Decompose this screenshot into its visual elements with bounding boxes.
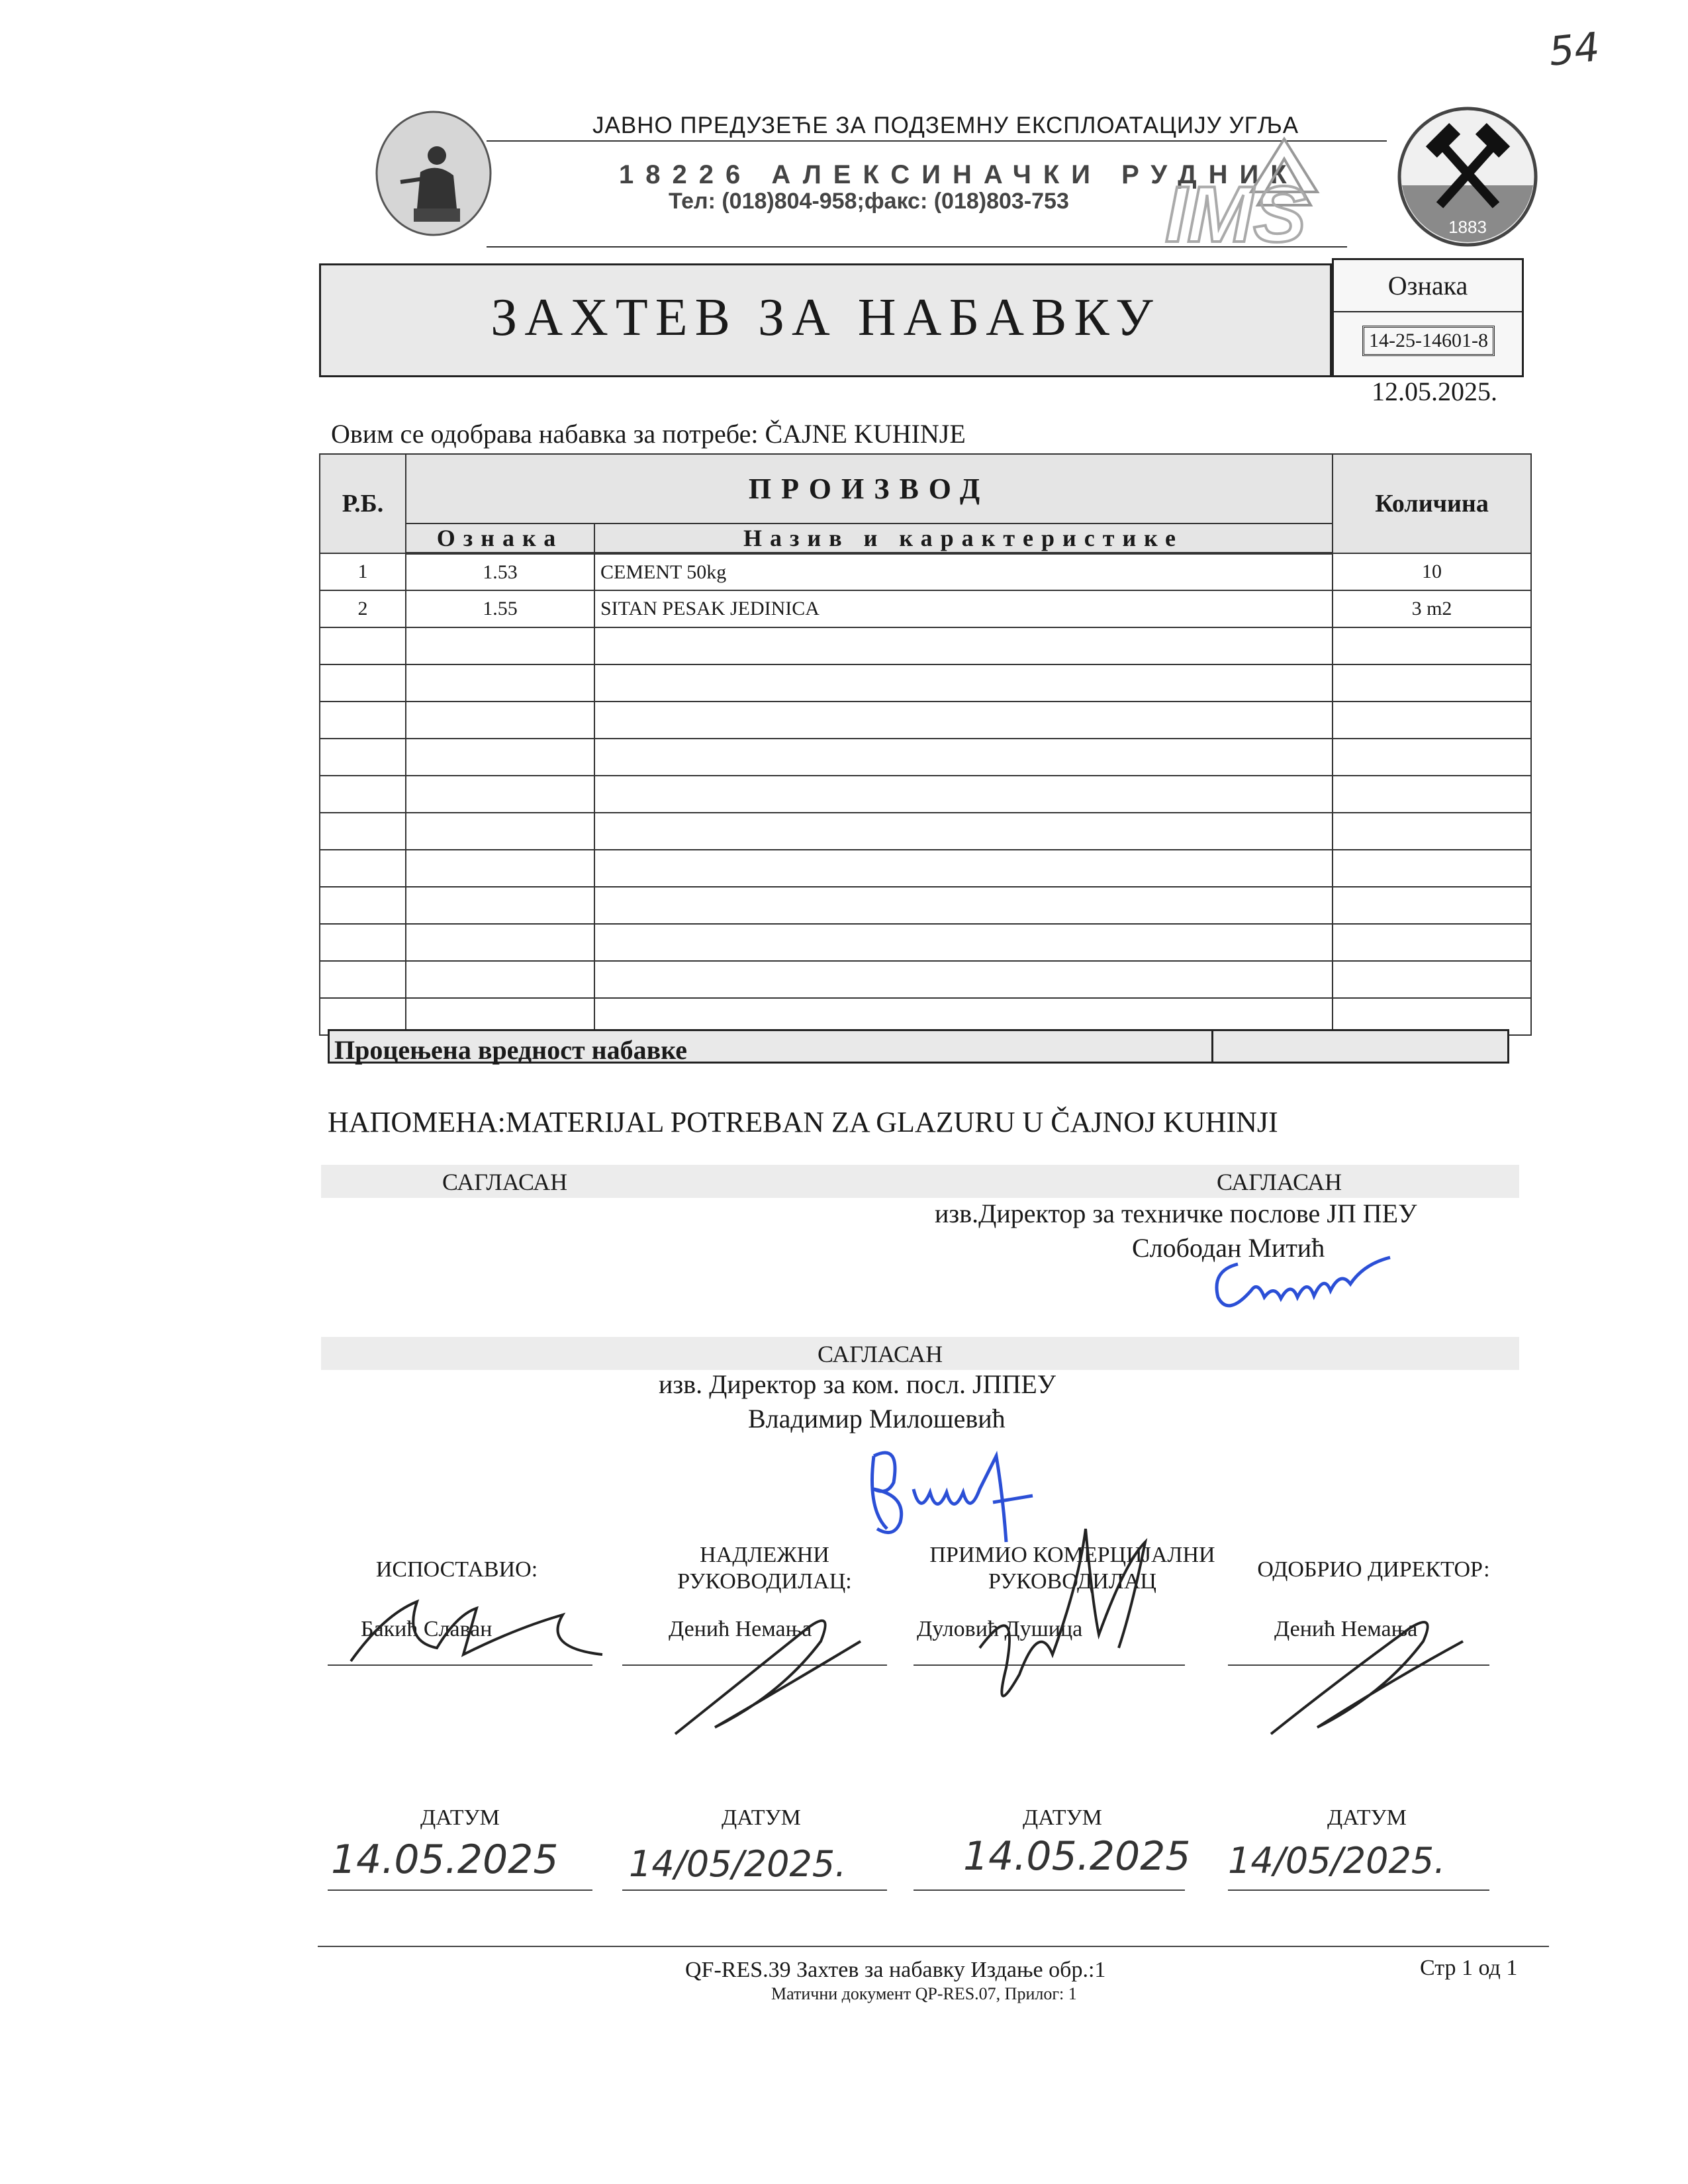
empty-row — [320, 813, 1531, 850]
approval-text: Овим се одобрава набавка за потребе: ČAJNE KUHINJE — [331, 419, 966, 449]
tech-director-name: Слободан Митић — [1132, 1233, 1325, 1263]
cell-kolicina: 10 — [1333, 553, 1531, 590]
table-row — [320, 590, 1531, 627]
page-number-handwritten: 54 — [1546, 24, 1602, 75]
col-oznaka-header: Ознака — [406, 523, 594, 553]
col-rb-header: Р.Б. — [320, 454, 406, 553]
empty-row — [320, 664, 1531, 702]
footer-form-code: QF-RES.39 Захтев за набавку Издање обр.:1 — [685, 1958, 1106, 1982]
signatory-3-name: Дуловић Душица — [917, 1617, 1083, 1641]
cell-naziv: CEMENT 50kg — [594, 553, 1333, 590]
signatory-1-datum-line — [328, 1889, 592, 1891]
signatory-3-datum-line — [914, 1889, 1185, 1891]
company-contact: Тел: (018)804-958;факс: (018)803-753 — [669, 189, 1069, 214]
signatory-1-name: Бакић Славан — [361, 1617, 492, 1641]
logo-year: 1883 — [1448, 217, 1487, 237]
empty-row — [320, 627, 1531, 664]
document-title: ЗАХТЕВ ЗА НАБАВКУ — [491, 289, 1160, 347]
signatory-2-name: Денић Немања — [669, 1617, 812, 1641]
estimated-value-divider — [1211, 1029, 1213, 1064]
empty-row — [320, 924, 1531, 961]
signatory-4-heading: ОДОБРИО ДИРЕКТОР: — [1257, 1557, 1490, 1582]
signatory-4-signature — [1258, 1608, 1496, 1741]
oznaka-divider — [1332, 311, 1524, 312]
signatory-2-heading: НАДЛЕЖНИ РУКОВОДИЛАЦ: — [677, 1543, 852, 1594]
signatory-1-datum-label: ДАТУМ — [420, 1805, 500, 1830]
signatory-1-heading: ИСПОСТАВИО: — [375, 1557, 538, 1582]
approval-right-label: САГЛАСАН — [1217, 1169, 1342, 1195]
signatory-2-signature — [662, 1602, 900, 1741]
signatory-4-name: Денић Немања — [1274, 1617, 1418, 1641]
signatory-1-signature — [344, 1575, 622, 1674]
cell-oznaka: 1.53 — [406, 553, 594, 590]
cell-rb: 2 — [320, 590, 406, 627]
col-proizvod-header: ПРОИЗВОД — [406, 454, 1333, 523]
signatory-2-datum-value: 14/05/2025. — [629, 1843, 847, 1885]
ims-logo-text: IMS — [1165, 170, 1307, 259]
company-name: ЈАВНО ПРЕДУЗЕЋЕ ЗА ПОДЗЕМНУ ЕКСПЛОАТАЦИЈУ УГЉА — [592, 113, 1299, 138]
cell-kolicina: 3 m2 — [1333, 590, 1531, 627]
signatory-3-datum-label: ДАТУМ — [1023, 1805, 1102, 1830]
empty-row — [320, 961, 1531, 998]
col-kolicina-header: Количина — [1333, 454, 1531, 553]
estimated-value-label: Процењена вредност набавке — [334, 1035, 688, 1065]
signatory-3-signature — [927, 1502, 1178, 1727]
approval-left-label: САГЛАСАН — [442, 1169, 568, 1195]
footer-master-document: Матични документ QP-RES.07, Прилог: 1 — [771, 1984, 1077, 2003]
empty-row — [320, 702, 1531, 739]
empty-row — [320, 887, 1531, 924]
cell-oznaka: 1.55 — [406, 590, 594, 627]
cell-rb: 1 — [320, 553, 406, 590]
signatory-1-datum-value: 14.05.2025 — [331, 1837, 559, 1883]
oznaka-value: 14-25-14601-8 — [1362, 326, 1495, 356]
note: НАПОМЕНА:MATERIJAL POTREBAN ZA GLAZURU U ČAJNOJ KUHINJI — [328, 1106, 1278, 1138]
empty-row — [320, 776, 1531, 813]
signatory-4-datum-value: 14/05/2025. — [1228, 1840, 1446, 1882]
footer-rule — [318, 1946, 1549, 1947]
items-table — [319, 453, 1532, 1036]
document-date: 12.05.2025. — [1372, 377, 1497, 406]
signatory-3-heading: ПРИМИО КОМЕРЦИЈАЛНИ РУКОВОДИЛАЦ — [929, 1543, 1215, 1594]
mining-hammers-logo — [1397, 106, 1539, 248]
signatory-3-datum-value: 14.05.2025 — [963, 1833, 1191, 1880]
commercial-director-name: Владимир Милошевић — [748, 1404, 1006, 1433]
col-naziv-header: Назив и карактеристике — [594, 523, 1333, 553]
signatory-2-datum-line — [622, 1889, 887, 1891]
empty-row — [320, 739, 1531, 776]
signatory-4-datum-label: ДАТУМ — [1327, 1805, 1407, 1830]
tech-director-role: изв.Директор за техничке послове ЈП ПЕУ — [935, 1199, 1417, 1228]
commercial-director-role: изв. Директор за ком. посл. ЈППЕУ — [659, 1369, 1056, 1399]
empty-row — [320, 850, 1531, 887]
miner-logo — [374, 109, 493, 238]
signatory-2-datum-label: ДАТУМ — [722, 1805, 801, 1830]
cell-naziv: SITAN PESAK JEDINICA — [594, 590, 1333, 627]
approval-center-label: САГЛАСАН — [818, 1341, 943, 1367]
mine-name: 18226 АЛЕКСИНАЧКИ РУДНИК — [619, 160, 1299, 189]
signatory-4-datum-line — [1228, 1889, 1489, 1891]
table-row — [320, 553, 1531, 590]
ims-logo — [1152, 132, 1337, 259]
footer-page-number: Стр 1 од 1 — [1420, 1956, 1518, 1980]
oznaka-label: Ознака — [1387, 271, 1468, 300]
